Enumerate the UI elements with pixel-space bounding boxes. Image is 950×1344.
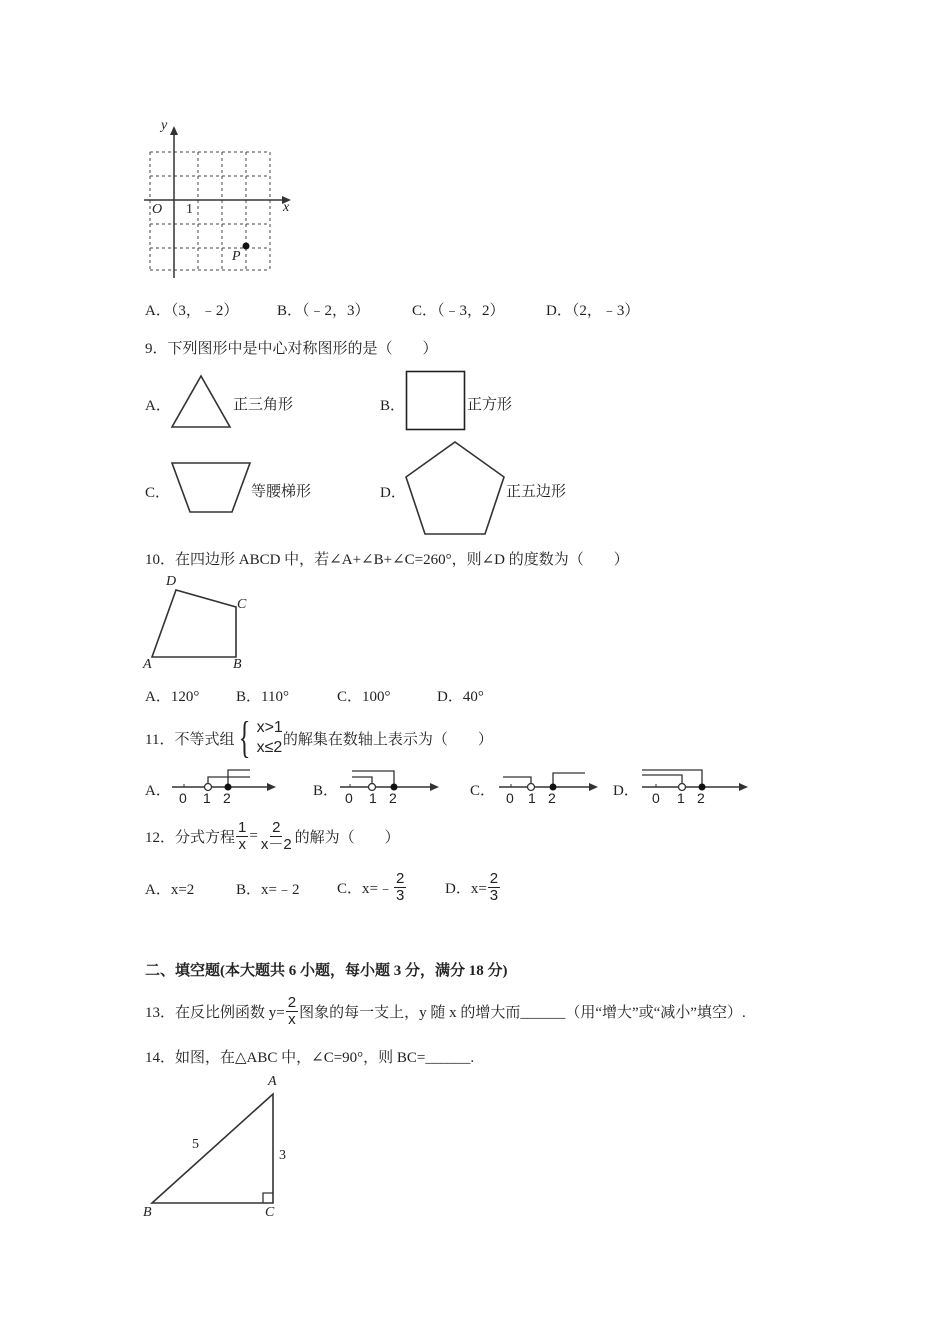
brace-icon: { [239, 713, 251, 762]
q11-c-tick-1: 1 [528, 790, 536, 806]
q12-stem [145, 815, 400, 857]
q14-stem: 14．如图，在△ABC 中，∠C=90°，则 BC=______. [145, 1050, 475, 1066]
q10-quadrilateral [148, 584, 248, 664]
q10-option-c: C．100° [337, 689, 391, 705]
q14-side-label: 3 [279, 1148, 286, 1163]
q9-stem: 9．下列图形中是中心对称图形的是（ ） [145, 341, 438, 357]
pentagon-icon [403, 440, 507, 538]
q10-option-b: B．110° [236, 689, 289, 705]
q12-option-d-den: 3 [489, 886, 499, 904]
q9-option-d-label: 正五边形 [506, 484, 567, 500]
trapezoid-icon [170, 461, 252, 515]
q12-rhs-den: x－2 [260, 835, 292, 853]
q13-den: x [288, 1010, 296, 1028]
q14-label-b: B [143, 1205, 152, 1220]
q11-a-tick-0: 0 [179, 790, 187, 806]
q12-lhs-num: 1 [238, 818, 247, 836]
q11-numberline-d [640, 767, 752, 791]
q8-option-d: D．（2，﹣3） [546, 303, 640, 319]
q11-option-d-letter: D． [613, 783, 639, 799]
q10-label-b: B [233, 657, 242, 672]
q11-suffix: 的解集在数轴上表示为（ ） [282, 731, 493, 748]
q11-option-c-letter: C． [470, 783, 496, 799]
q14-hypotenuse-label: 5 [192, 1137, 199, 1152]
q11-b-tick-2: 2 [389, 790, 397, 806]
q11-numberline-b [338, 767, 443, 791]
q9-option-d-letter: D． [380, 485, 406, 501]
q13-suffix: 图象的每一支上，y 随 x 的增大而______（用“增大”或“减小”填空）. [299, 1004, 746, 1021]
q10-option-d: D．40° [437, 689, 484, 705]
q8-option-b: B．（﹣2，3） [277, 303, 370, 319]
q11-a-tick-1: 1 [203, 790, 211, 806]
q10-label-a: A [143, 657, 152, 672]
q12-lhs-fraction [236, 820, 248, 853]
q10-option-a: A．120° [145, 689, 200, 705]
q13-stem [145, 990, 746, 1032]
q11-d-tick-2: 2 [697, 790, 705, 806]
triangle-icon [170, 374, 232, 430]
q12-suffix: 的解为（ ） [294, 829, 400, 846]
q11-stem [145, 712, 493, 764]
q8-axis-x-label: x [283, 200, 290, 215]
q11-d-tick-1: 1 [677, 790, 685, 806]
q12-prefix: 12．分式方程 [145, 829, 236, 846]
q11-option-a-letter: A． [145, 783, 171, 799]
q9-option-c-label: 等腰梯形 [251, 484, 312, 500]
q11-d-tick-0: 0 [652, 790, 660, 806]
q8-point-label: P [232, 249, 241, 264]
q8-coordinate-grid [140, 118, 300, 283]
square-icon [405, 370, 467, 432]
q9-option-a-letter: A． [145, 398, 171, 414]
q12-option-a: A．x=2 [145, 882, 195, 898]
q11-numberline-c [497, 767, 602, 791]
q9-option-b-letter: B． [380, 398, 406, 414]
q12-option-b: B．x=﹣2 [236, 882, 300, 898]
q14-right-triangle [148, 1090, 278, 1208]
q8-option-a: A．（3，﹣2） [145, 303, 239, 319]
q12-option-d [445, 866, 501, 908]
q9-option-a-label: 正三角形 [233, 397, 294, 413]
q12-lhs-den: x [238, 835, 246, 853]
q11-ineq-2: x≤2 [256, 739, 283, 756]
q14-label-a: A [268, 1074, 277, 1089]
q8-axis-y-label: y [161, 118, 168, 133]
q11-c-tick-2: 2 [548, 790, 556, 806]
section-2-title: 二、填空题(本大题共 6 小题，每小题 3 分，满分 18 分) [145, 963, 508, 979]
q8-origin-label: O [152, 202, 163, 217]
q12-option-c [337, 866, 407, 908]
q9-option-b-label: 正方形 [467, 397, 513, 413]
q12-option-c-num: 2 [395, 869, 405, 887]
q11-a-tick-2: 2 [223, 790, 231, 806]
q12-rhs-num: 2 [272, 818, 281, 836]
q12-eq: = [249, 827, 258, 844]
q12-option-d-num: 2 [489, 869, 499, 887]
q12-option-d-text: D．x= [445, 880, 487, 897]
q11-inequality-system [234, 713, 283, 762]
q11-numberline-a [170, 767, 280, 791]
q10-label-d: D [166, 574, 177, 589]
q13-fraction [286, 995, 298, 1028]
q14-label-c: C [265, 1205, 275, 1220]
q12-option-c-fraction [394, 871, 406, 904]
q12-option-d-fraction [488, 871, 500, 904]
q9-option-c-letter: C． [145, 485, 171, 501]
q11-ineq-1: x>1 [256, 719, 283, 736]
q11-option-b-letter: B． [313, 783, 339, 799]
q11-b-tick-0: 0 [345, 790, 353, 806]
point-p [243, 243, 250, 250]
q8-option-c: C．（﹣3，2） [412, 303, 505, 319]
q13-num: 2 [287, 993, 297, 1011]
q11-b-tick-1: 1 [369, 790, 377, 806]
q11-c-tick-0: 0 [506, 790, 514, 806]
q10-label-c: C [237, 597, 247, 612]
q8-tick-label: 1 [186, 202, 193, 217]
q12-option-c-den: 3 [395, 886, 405, 904]
q12-rhs-fraction [259, 820, 294, 853]
q13-prefix: 13．在反比例函数 y= [145, 1004, 285, 1021]
q12-option-c-text: C．x=﹣ [337, 880, 393, 897]
q10-stem: 10．在四边形 ABCD 中，若∠A+∠B+∠C=260°，则∠D 的度数为（ ） [145, 552, 629, 568]
q11-prefix: 11．不等式组 [145, 731, 235, 748]
